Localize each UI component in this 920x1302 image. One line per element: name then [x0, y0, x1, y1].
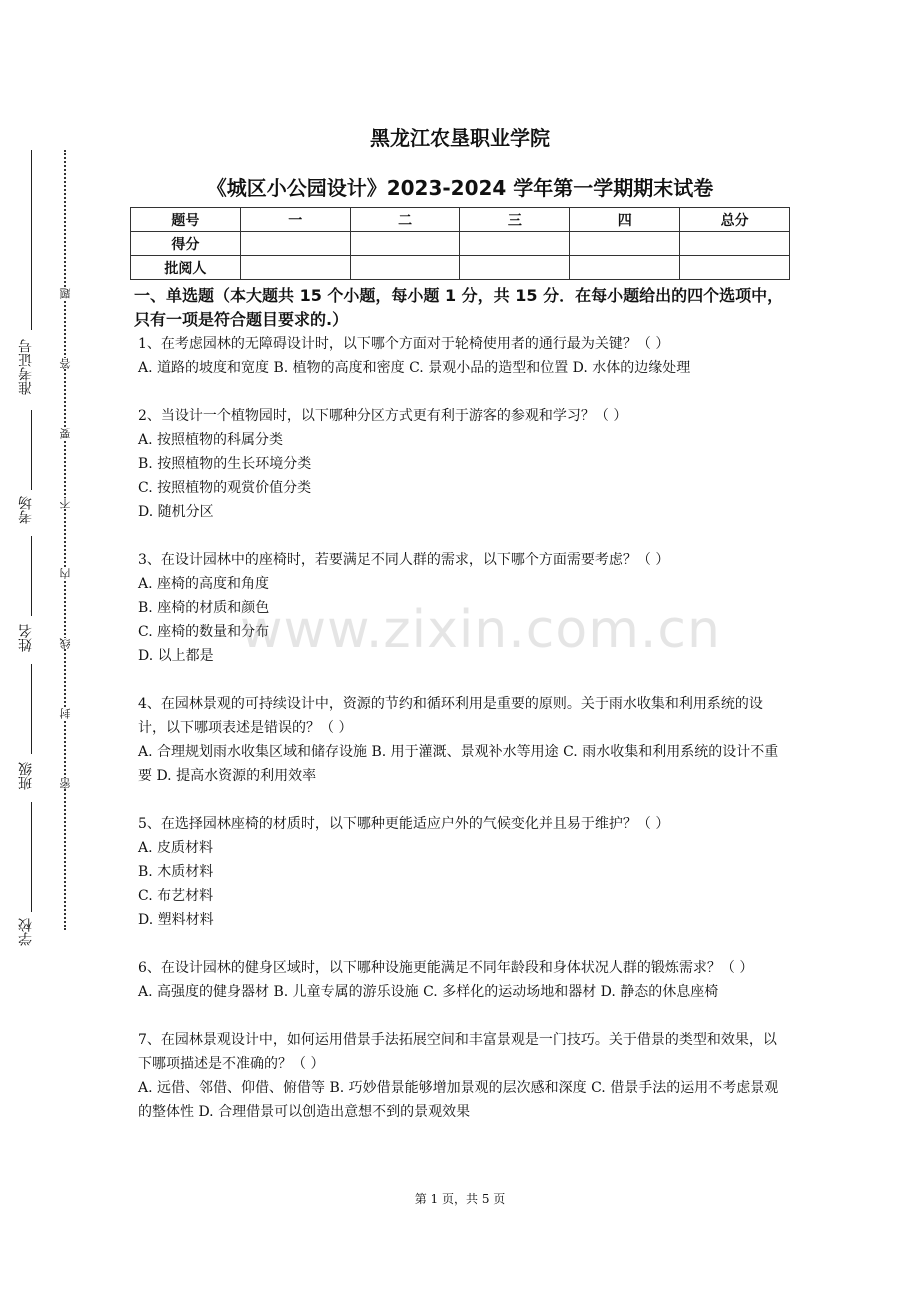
label-exam-room: 考场: [18, 496, 34, 524]
seal-char: 不: [59, 498, 72, 509]
option-b: B. 座椅的材质和颜色: [138, 600, 270, 616]
section-heading: 一、单选题（本大题共 15 个小题，每小题 1 分，共 15 分．在每小题给出的四个选项中，只有一项是符合题目要求的.）: [134, 286, 784, 329]
exam-title: 《城区小公园设计》2023-2024 学年第一学期期末试卷: [206, 176, 714, 200]
option-b: B. 按照植物的生长环境分类: [138, 456, 312, 472]
label-name: 姓名: [18, 624, 34, 652]
options-line: A. 道路的坡度和宽度 B. 植物的高度和密度 C. 景观小品的造型和位置 D. 水体的边缘处理: [138, 360, 691, 376]
question-stem: 2、当设计一个植物园时，以下哪种分区方式更有利于游客的参观和学习？（ ）: [138, 408, 628, 424]
question-stem: 1、在考虑园林的无障碍设计时，以下哪个方面对于轮椅使用者的通行最为关键？（ ）: [138, 336, 670, 352]
question-2: [138, 404, 788, 524]
seal-line: [64, 150, 66, 930]
option-c: C. 座椅的数量和分布: [138, 624, 270, 640]
question-5: [138, 812, 788, 932]
option-c: C. 按照植物的观赏价值分类: [138, 480, 312, 496]
option-d: D. 以上都是: [138, 648, 214, 664]
label-school: 学校: [18, 918, 34, 946]
question-stem: 7、在园林景观设计中，如何运用借景手法拓展空间和丰富景观是一门技巧。关于借景的类型和效果，以下哪项描述是不准确的？（ ）: [138, 1032, 777, 1072]
label-class: 班级: [18, 762, 34, 790]
seal-char: 封: [59, 708, 72, 719]
row-label: 得分: [131, 232, 241, 256]
col-header: 三: [460, 208, 570, 232]
grader-cell: [680, 256, 790, 280]
row-label: 批阅人: [131, 256, 241, 280]
option-a: A. 座椅的高度和角度: [138, 576, 270, 592]
col-header: 二: [350, 208, 460, 232]
col-header: 题号: [131, 208, 241, 232]
field-line-xx: [31, 802, 32, 912]
score-cell: [570, 232, 680, 256]
col-header: 一: [240, 208, 350, 232]
seal-char: 答: [59, 358, 72, 369]
score-cell: [460, 232, 570, 256]
grader-cell: [570, 256, 680, 280]
score-row: [131, 232, 790, 256]
label-admission-number: 准考证号: [18, 339, 34, 395]
seal-char: 要: [59, 428, 72, 439]
grader-cell: [460, 256, 570, 280]
option-b: B. 木质材料: [138, 864, 214, 880]
seal-char: 线: [59, 638, 72, 649]
grader-cell: [350, 256, 460, 280]
score-cell: [240, 232, 350, 256]
score-cell: [680, 232, 790, 256]
question-stem: 3、在设计园林中的座椅时，若要满足不同人群的需求，以下哪个方面需要考虑？（ ）: [138, 552, 670, 568]
question-stem: 4、在园林景观的可持续设计中，资源的节约和循环利用是重要的原则。关于雨水收集和利用系统的设计，以下哪项表述是错误的？（ ）: [138, 696, 763, 736]
col-header: 四: [570, 208, 680, 232]
field-line-kc: [31, 410, 32, 490]
field-line-xm: [31, 536, 32, 616]
question-6: [138, 956, 788, 1004]
page-footer: 第 1 页，共 5 页: [414, 1192, 506, 1206]
seal-char: 密: [59, 778, 72, 789]
seal-char: 题: [59, 288, 72, 299]
options-line: A. 远借、邻借、仰借、俯借等 B. 巧妙借景能够增加景观的层次感和深度 C. 借景手法的运用不考虑景观的整体性 D. 合理借景可以创造出意想不到的景观效果: [138, 1080, 779, 1120]
watermark: www.zixin.com.cn: [240, 600, 721, 660]
options-line: A. 合理规划雨水收集区域和储存设施 B. 用于灌溉、景观补水等用途 C. 雨水收集和利用系统的设计不重要 D. 提高水资源的利用效率: [138, 744, 779, 784]
score-table: [130, 207, 790, 280]
score-cell: [350, 232, 460, 256]
question-7: [138, 1028, 788, 1124]
col-header: 总分: [680, 208, 790, 232]
option-a: A. 按照植物的科属分类: [138, 432, 284, 448]
options-line: A. 高强度的健身器材 B. 儿童专属的游乐设施 C. 多样化的运动场地和器材 D. 静态的休息座椅: [138, 984, 719, 1000]
grader-cell: [240, 256, 350, 280]
option-d: D. 随机分区: [138, 504, 214, 520]
field-line-bj: [31, 664, 32, 754]
seal-char: 内: [59, 568, 72, 579]
grader-row: [131, 256, 790, 280]
score-table-header-row: [131, 208, 790, 232]
exam-content: [134, 284, 788, 1124]
institution-title: 黑龙江农垦职业学院: [370, 126, 550, 150]
question-1: [138, 332, 788, 380]
question-stem: 6、在设计园林的健身区域时，以下哪种设施更能满足不同年龄段和身体状况人群的锻炼需求？（ ）: [138, 960, 754, 976]
option-c: C. 布艺材料: [138, 888, 214, 904]
question-stem: 5、在选择园林座椅的材质时，以下哪种更能适应户外的气候变化并且易于维护？（ ）: [138, 816, 670, 832]
option-a: A. 皮质材料: [138, 840, 214, 856]
option-d: D. 塑料材料: [138, 912, 214, 928]
question-4: [138, 692, 788, 788]
